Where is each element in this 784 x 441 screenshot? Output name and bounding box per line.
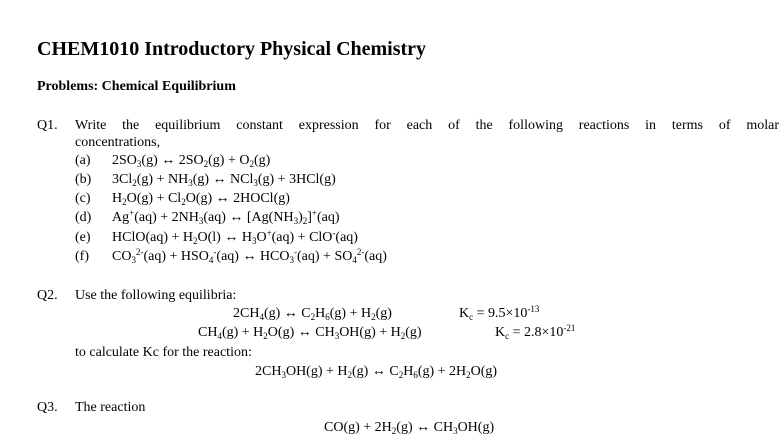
q2-k-2: $K_c = 2.8\times 10^{-21}$ [495,323,576,341]
q2-number: Q2. [37,288,58,303]
item-label: (e) [75,230,91,245]
q2-k-1: $K_c = 9.5\times 10^{-13}$ [459,304,540,322]
item-label: (d) [75,210,92,225]
page-subtitle: Problems: Chemical Equilibrium [37,79,236,94]
item-label: (b) [75,172,92,187]
q1-item-c [75,191,290,207]
equation: $3Cl_2(g) + NH_3(g)$ ↔ NCl$_3$(g) + 3HCl(g) [112,172,336,188]
q1-item-b [75,172,336,188]
equation: $CO_3^{2-}(aq) + HSO_4^-(aq)$ ↔ $HCO_3^-(aq) + SO_4^{2-}(aq)$ [112,247,387,265]
q1-item-a [75,153,270,169]
q3-intro: The reaction [75,400,146,415]
q2-after: to calculate Kc for the reaction: [75,345,252,360]
q1-number: Q1. [37,118,58,133]
equation: $H_2O(g) + Cl_2O(g)$ ↔ 2HOCl(g) [112,191,290,207]
item-label: (c) [75,191,91,206]
equation: $2SO_3(g)$ ↔ $2SO_2(g) + O_2(g)$ [112,153,271,169]
item-label: (f) [75,249,89,264]
item-label: (a) [75,153,91,168]
q2-equilibrium-2: $CH_4(g) + H_2O(g)$ ↔ $CH_3OH(g) + H_2(g)$ [198,325,422,341]
q1-item-d [75,210,340,226]
q2-target-reaction: $2CH_3OH(g) + H_2(g)$ ↔ $C_2H_6(g) + 2H_2O(g)$ [255,364,498,380]
q2-equilibrium-1: $2CH_4(g)$ ↔ $C_2H_6(g) + H_2(g)$ [233,306,392,322]
q1-item-f [75,249,387,265]
equation: $Ag^+(aq) + 2NH_3(aq)$ ↔ $[Ag(NH_3)_2]^+(aq)$ [112,208,340,226]
equation: HClO(aq) + $H_2O(l)$ ↔ $H_3O^+(aq) + ClO^-(aq)$ [112,228,358,246]
q1-item-e [75,230,358,246]
q1-text-line2: concentrations, [75,135,161,150]
q2-intro: Use the following equilibria: [75,288,237,303]
q1-text-line1: Write the equilibrium constant expression for each of the following reactions in terms of molar [75,118,779,133]
q3-reaction: $CO(g) + 2H_2(g)$ ↔ $CH_3OH(g)$ [324,420,495,436]
page-title: CHEM1010 Introductory Physical Chemistry [37,38,427,60]
q3-number: Q3. [37,400,58,415]
